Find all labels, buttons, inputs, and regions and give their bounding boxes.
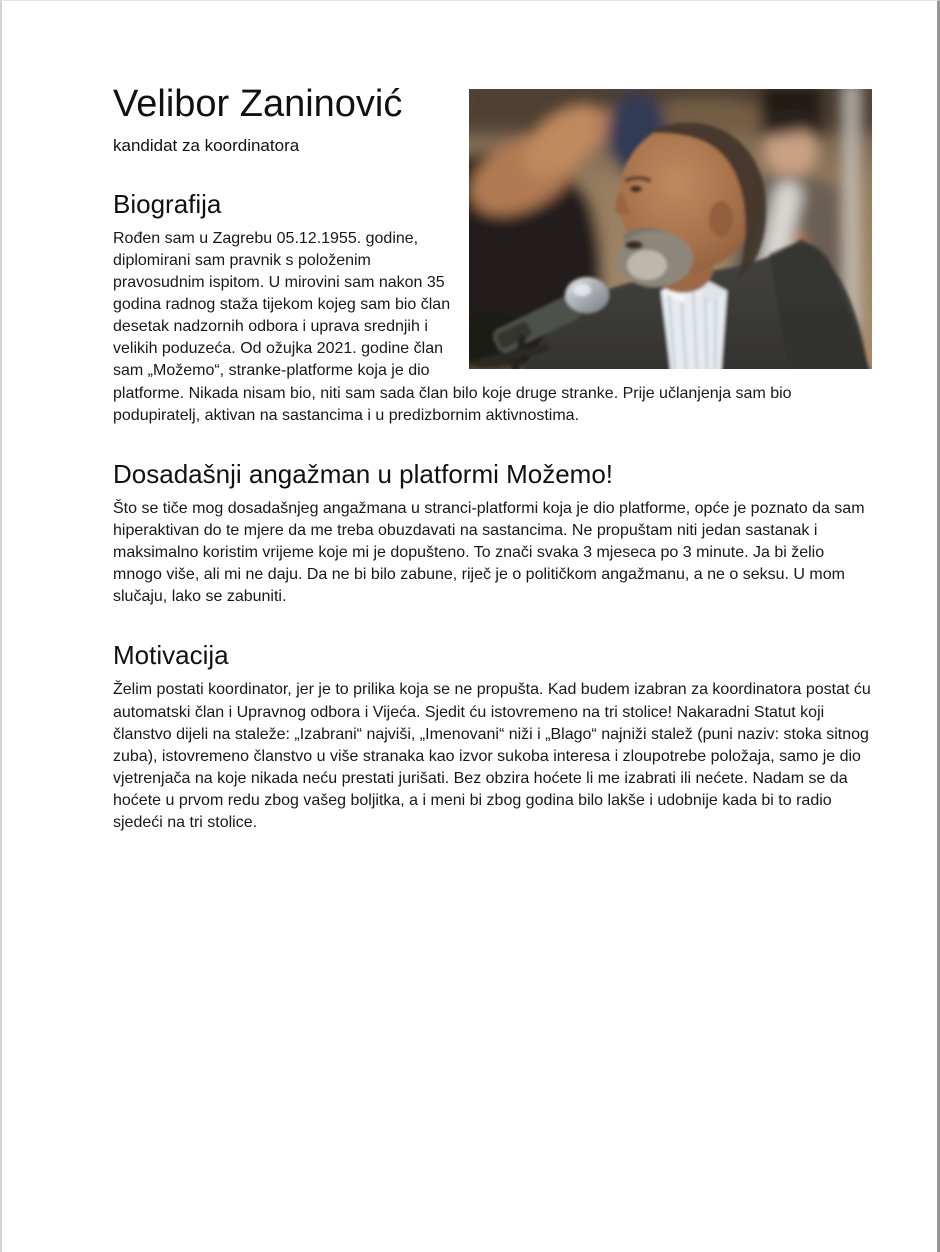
candidate-photo bbox=[469, 89, 872, 369]
section-body-motivacija: Želim postati koordinator, jer je to prilika koja se ne propušta. Kad budem izabran za koordinatora postat ću automatski član i Upravnog odbora i Vijeća. Sjedit ću istovremeno na tri stolice! Nakaradni Statut koji članstvo dijeli na staleže: „Izabrani“ najviši, „Imenovani“ niži i „Blago“ najniži stalež (puni naziv: stoka sitnog zuba), istovremeno članstvo u više stranaka kao izvor sukoba interesa i zloupotrebe položaja, samo je dio vjetrenjača na koje nikada neću prestati jurišati. Bez obzira hoćete li me izabrati ili nećete. Nadam se da hoćete u prvom redu zbog vašeg boljitka, a i meni bi zbog godina bilo lakše i udobnije kada bi to radio sjedeći na tri stolice. bbox=[113, 681, 871, 831]
section-body-biografija: Rođen sam u Zagrebu 05.12.1955. godine, diplomirani sam pravnik s položenim pravosudnim ispitom. U mirovini sam nakon 35 godina radnog staža tijekom kojeg sam bio član desetak nadzornih odbora i uprava srednjih i velikih poduzeća. Od ožujka 2021. godine član sam „Možemo“, stranke-platforme koja je dio platforme. Nikada nisam bio, niti sam sada član bilo koje druge stranke. Prije učlanjenja sam bio podupiratelj, aktivan na sastancima i u predizbornim aktivnostima. bbox=[113, 229, 792, 424]
page-title: Velibor Zaninović bbox=[113, 83, 403, 125]
section-heading-angazman: Dosadašnji angažman u platformi Možemo! bbox=[113, 458, 614, 489]
section-body-angazman: Što se tiče mog dosadašnjeg angažmana u stranci-platformi koja je dio platforme, opće je poznato da sam hiperaktivan do te mjere da me treba obuzdavati na sastancima. Ne propuštam niti jedan sastanak i maksimalno koristim vrijeme koje mi je dopušteno. To znači svaka 3 mjeseca po 3 minute. Ja bi želio mnogo više, ali mi ne daju. Da ne bi bilo zabune, riječ je o političkom angažmanu, a ne o seksu. U mom slučaju, lako se zabuniti. bbox=[113, 499, 865, 606]
section-heading-motivacija: Motivacija bbox=[113, 640, 229, 671]
document-content bbox=[113, 83, 872, 834]
section-heading-biografija: Biografija bbox=[113, 188, 222, 219]
page-subtitle: kandidat za koordinatora bbox=[113, 135, 300, 155]
